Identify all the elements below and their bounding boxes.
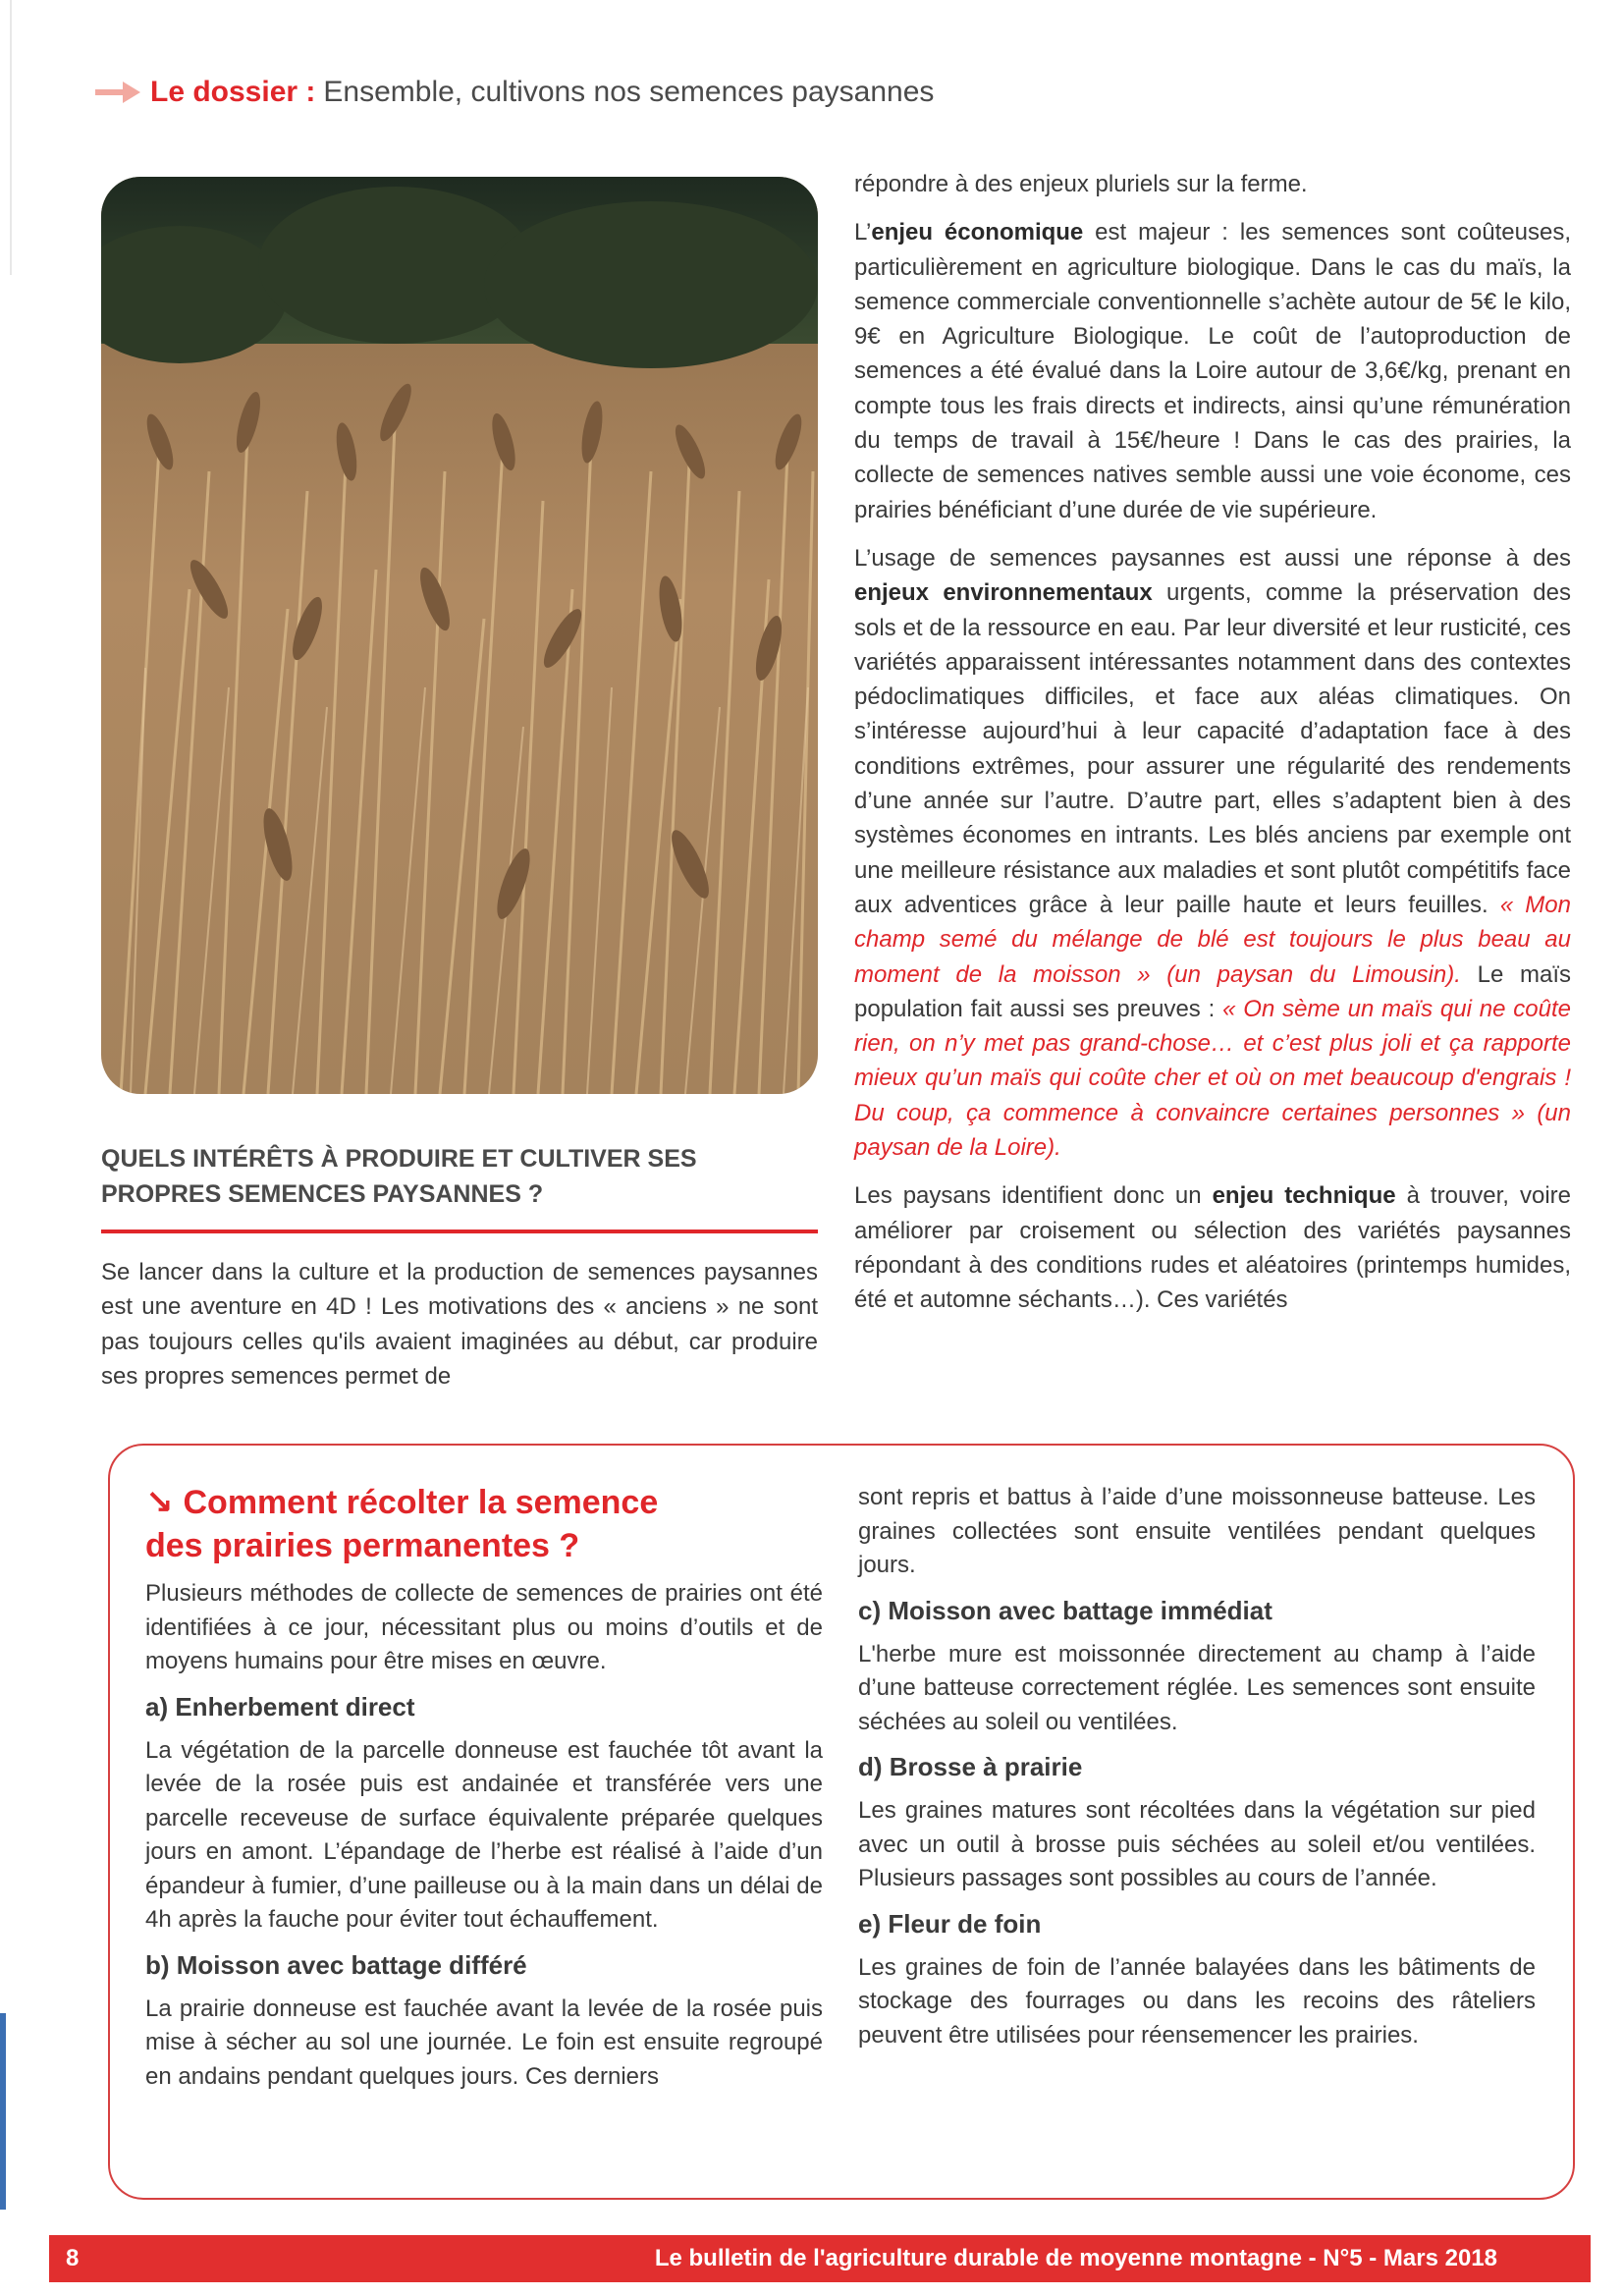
method-c-title: c) Moisson avec battage immédiat bbox=[858, 1595, 1272, 1625]
header-title: Ensemble, cultivons nos semences paysannes bbox=[323, 76, 935, 108]
section-heading: QUELS INTÉRÊTS À PRODUIRE ET CULTIVER SES PROPRES SEMENCES PAYSANNES ? bbox=[101, 1145, 697, 1208]
text-run: à trouver, voire améliorer par croisement ou sélection des variétés paysannes répondant à des conditions rudes et aléatoires (printemps humides, été et automne séchants…). Ces variétés bbox=[854, 1182, 1571, 1314]
emphasis-economic: enjeu économique bbox=[871, 219, 1084, 246]
method-e-text: Les graines de foin de l’année balayées dans les bâtiments de stockage des fourrages ou dans les recoins des râteliers peuvent être utilisées pour réensemencer les prairies. bbox=[858, 1953, 1536, 2049]
method-a-title: a) Enherbement direct bbox=[145, 1691, 415, 1722]
method-e-title: e) Fleur de foin bbox=[858, 1908, 1042, 1939]
emphasis-technical: enjeu technique bbox=[1212, 1182, 1396, 1210]
box-intro: Plusieurs méthodes de collecte de semences de prairies ont été identifiées à ce jour, nécessitant plus ou moins d’outils et de moyens humains pour être mises en œuvre. bbox=[145, 1580, 823, 1674]
header-kicker: Le dossier : bbox=[150, 76, 316, 108]
heading-rule bbox=[101, 1230, 818, 1233]
text-run: urgents, comme la préservation des sols et de la ressource en eau. Par leur diversité et leur rusticité, ces variétés apparaissent intéressantes notamment dans des contextes pédoclimatiques difficiles, et face aux aléas climatiques. On s’intéresse aujourd’hui à leur capacité d’adaptation face à des conditions extrêmes, pour assurer une régularité des rendements d’une année sur l’autre. D’autre part, elles s’adaptent bien à des systèmes économes en intrants. Les blés anciens par exemple ont une meilleure résistance aux maladies et sont plutôt compétitifs face aux adventices grâce à leur paille haute et leurs feuilles. bbox=[854, 579, 1572, 918]
quote-limousin: « Mon champ semé du mélange de blé est toujours le plus beau au moment de la moisson » (un paysan du Limousin). bbox=[854, 891, 1571, 988]
quote-loire: « On sème un maïs qui ne coûte rien, on n’y met pas grand-chose… et c’est plus joli et ça rapporte mieux qu’un maïs qui coûte cher et où on met beaucoup d'engrais ! Du coup, ça commence à convaincre certaines personnes » (un paysan de la Loire). bbox=[854, 995, 1571, 1162]
box-title-line: des prairies permanentes ? bbox=[145, 1527, 580, 1564]
box-title bbox=[145, 1481, 823, 1567]
paragraph-technical bbox=[854, 1178, 1571, 1317]
scan-edge-mark bbox=[0, 2013, 6, 2210]
text-run: Les paysans identifient donc un bbox=[854, 1182, 1213, 1210]
box-left-column bbox=[145, 1481, 823, 2094]
text-run: L’usage de semences paysannes est aussi une réponse à des bbox=[854, 544, 1571, 572]
method-d-title: d) Brosse à prairie bbox=[858, 1752, 1083, 1781]
method-c-text: L'herbe mure est moissonnée directement au champ à l’aide d’une batteuse correctement réglée. Les semences sont ensuite séchées au soleil ou ventilées. bbox=[858, 1640, 1536, 1735]
page-header bbox=[93, 71, 934, 114]
box-right-column bbox=[858, 1481, 1536, 2062]
page-number: 8 bbox=[66, 2245, 80, 2271]
intro-paragraph: Se lancer dans la culture et la production de semences paysannes est une aventure en 4D ! Les motivations des « anciens » ne sont pas toujours celles qu'ils avaient imaginées au début, car produire ses propres semences permet de bbox=[101, 1259, 818, 1390]
paragraph-environmental bbox=[854, 541, 1571, 1165]
left-column-text bbox=[101, 1255, 818, 1394]
wheat-field-photo bbox=[101, 177, 818, 1094]
method-b-text: La prairie donneuse est fauchée avant la levée de la rosée puis mise à sécher au sol une journée. Le foin est ensuite regroupé en andains pendant quelques jours. Ces derniers bbox=[145, 1995, 823, 2090]
box-title-line: Comment récolter la semence bbox=[183, 1484, 659, 1521]
method-a-text: La végétation de la parcelle donneuse est fauchée tôt avant la levée de la rosée puis est andainée et transférée vers une parcelle receveuse de surface équivalente préparée quelques jours en amont. L’épandage de l’herbe est réalisé à l’aide d’un épandeur à fumier, d’une pailleuse ou à la main dans un délai de 4h après la fauche pour éviter tout échauffement. bbox=[145, 1736, 823, 1933]
paragraph-economic bbox=[854, 215, 1571, 527]
arrow-right-icon bbox=[93, 78, 142, 107]
text-run: Le maïs population fait aussi ses preuves : bbox=[854, 960, 1571, 1022]
emphasis-environmental: enjeux environnementaux bbox=[854, 579, 1153, 607]
scan-edge-mark bbox=[10, 0, 12, 275]
footer-title: Le bulletin de l'agriculture durable de moyenne montagne - N°5 - Mars 2018 bbox=[654, 2245, 1497, 2271]
method-b-text-continued: sont repris et battus à l’aide d’une moissonneuse batteuse. Les graines collectées sont ensuite ventilées pendant quelques jours. bbox=[858, 1484, 1536, 1578]
method-b-title: b) Moisson avec battage différé bbox=[145, 1949, 527, 1980]
page-footer bbox=[49, 2235, 1591, 2282]
paragraph: répondre à des enjeux pluriels sur la ferme. bbox=[854, 171, 1308, 197]
arrow-down-right-icon: ↘ bbox=[145, 1484, 174, 1521]
right-column-text bbox=[854, 167, 1571, 1332]
text-run: L’ bbox=[854, 219, 872, 246]
text-run: est majeur : les semences sont coûteuses, particulièrement en agriculture biologique. Dans le cas du maïs, la semence commerciale conventionnelle s’achète autour de 5€ le kilo, 9€ en Agriculture Biologique. Le coût de l’autoproduction de semences a été évalué dans la Loire autour de 3,6€/kg, prenant en compte tous les frais directs et indirects, ainsi qu’une rémunération du temps de travail à 15€/heure ! Dans le cas des prairies, la collecte de semences natives semble aussi une voie économe, ces prairies bénéficiant d’une durée de vie supérieure. bbox=[854, 219, 1572, 523]
method-d-text: Les graines matures sont récoltées dans la végétation sur pied avec un outil à brosse puis séchées au soleil et/ou ventilées. Plusieurs passages sont possibles au cours de l’année. bbox=[858, 1797, 1536, 1891]
